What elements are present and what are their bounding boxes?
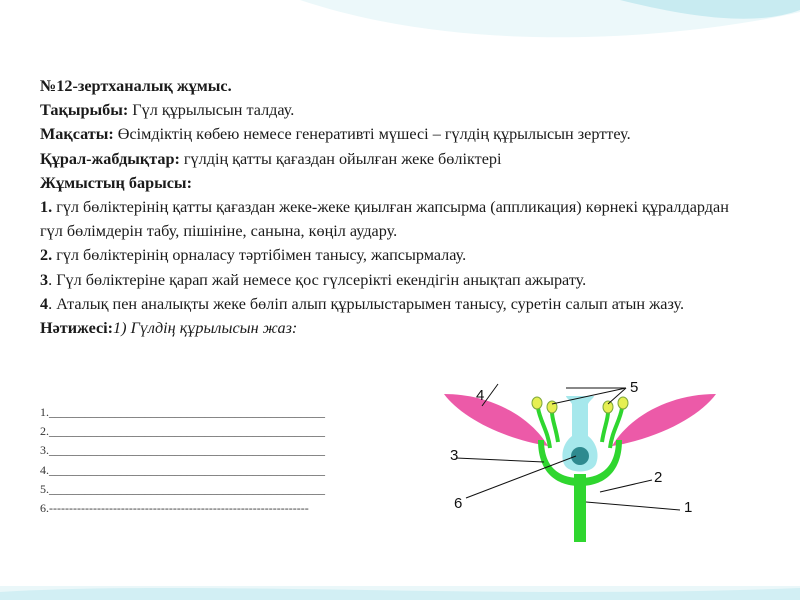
diagram-label-1: 1 (684, 499, 693, 516)
answer-lines (40, 403, 410, 518)
procedure-heading: Жұмыстың барысы: (40, 173, 192, 192)
step-number: 3 (40, 270, 49, 289)
lab-title: №12-зертханалық жұмыс. (40, 77, 232, 95)
step-text: . Гүл бөліктеріне қарап жай немесе қос гүлсерікті екендігін анықтап ажырату. (48, 270, 587, 289)
step-number: 2. (40, 246, 53, 265)
equipment-text: гүлдің қатты қағаздан ойылған жеке бөліктері (179, 149, 502, 168)
equipment-label: Құрал-жабдықтар: (40, 149, 180, 168)
result-label: Нәтижесі: (40, 319, 114, 338)
step-text: гүл бөліктерінің орналасу тәртібімен танысу, жапсырмалау. (52, 246, 467, 265)
procedure-step-4 (40, 292, 740, 316)
anther-4 (618, 397, 628, 409)
procedure-step-2 (40, 243, 740, 267)
answer-line-1[interactable]: 1.______________________________________________ (40, 405, 325, 419)
answer-line-3[interactable]: 3.______________________________________________ (40, 443, 325, 458)
procedure-step-3 (40, 268, 740, 292)
diagram-label-6: 6 (454, 495, 463, 512)
diagram-label-2: 2 (654, 469, 663, 486)
step-text: гүл бөліктерінің қатты қағаздан жеке-жеке қиылған жапсырма (аппликация) көрнекі құралдардан гүл бөлімдерін табу, пішініне, санына, көңіл аудару. (40, 198, 729, 241)
procedure-step-1 (40, 195, 740, 243)
diagram-label-5: 5 (630, 379, 639, 396)
result-line (40, 316, 740, 340)
answer-line-4[interactable]: 4.______________________________________________ (40, 462, 325, 477)
answer-line-2[interactable]: 2.______________________________________________ (40, 424, 325, 439)
flower-structure-diagram (440, 376, 720, 546)
step-number: 4 (40, 294, 49, 313)
result-text: 1) Гүлдің құрылысын жаз: (113, 319, 298, 338)
lab-work-text (40, 74, 740, 340)
ovule (571, 447, 589, 465)
topic-label: Тақырыбы: (40, 101, 129, 120)
answer-line-5[interactable]: 5.______________________________________________ (40, 481, 325, 496)
answer-line-6[interactable]: 6.----------------------------------------------------------------- (40, 501, 309, 516)
diagram-label-4: 4 (476, 387, 485, 404)
topic-text: Гүл құрылысын талдау. (128, 101, 295, 120)
diagram-label-3: 3 (450, 447, 459, 464)
step-text: . Аталық пен аналықты жеке бөліп алып құрылыстарымен танысу, суретін салып атын жазу. (48, 294, 685, 313)
stamen-filament-3 (602, 412, 608, 442)
goal-label: Мақсаты: (40, 125, 114, 144)
equipment-line (40, 147, 740, 171)
anther-1 (532, 397, 542, 409)
stamen-filament-2 (552, 412, 558, 442)
goal-line (40, 122, 740, 146)
topic-line (40, 98, 740, 122)
goal-text: Өсімдіктің көбею немесе генеративті мүшесі – гүлдің құрылысын зерттеу. (113, 125, 631, 144)
step-number: 1. (40, 198, 53, 217)
anther-3 (603, 401, 613, 413)
